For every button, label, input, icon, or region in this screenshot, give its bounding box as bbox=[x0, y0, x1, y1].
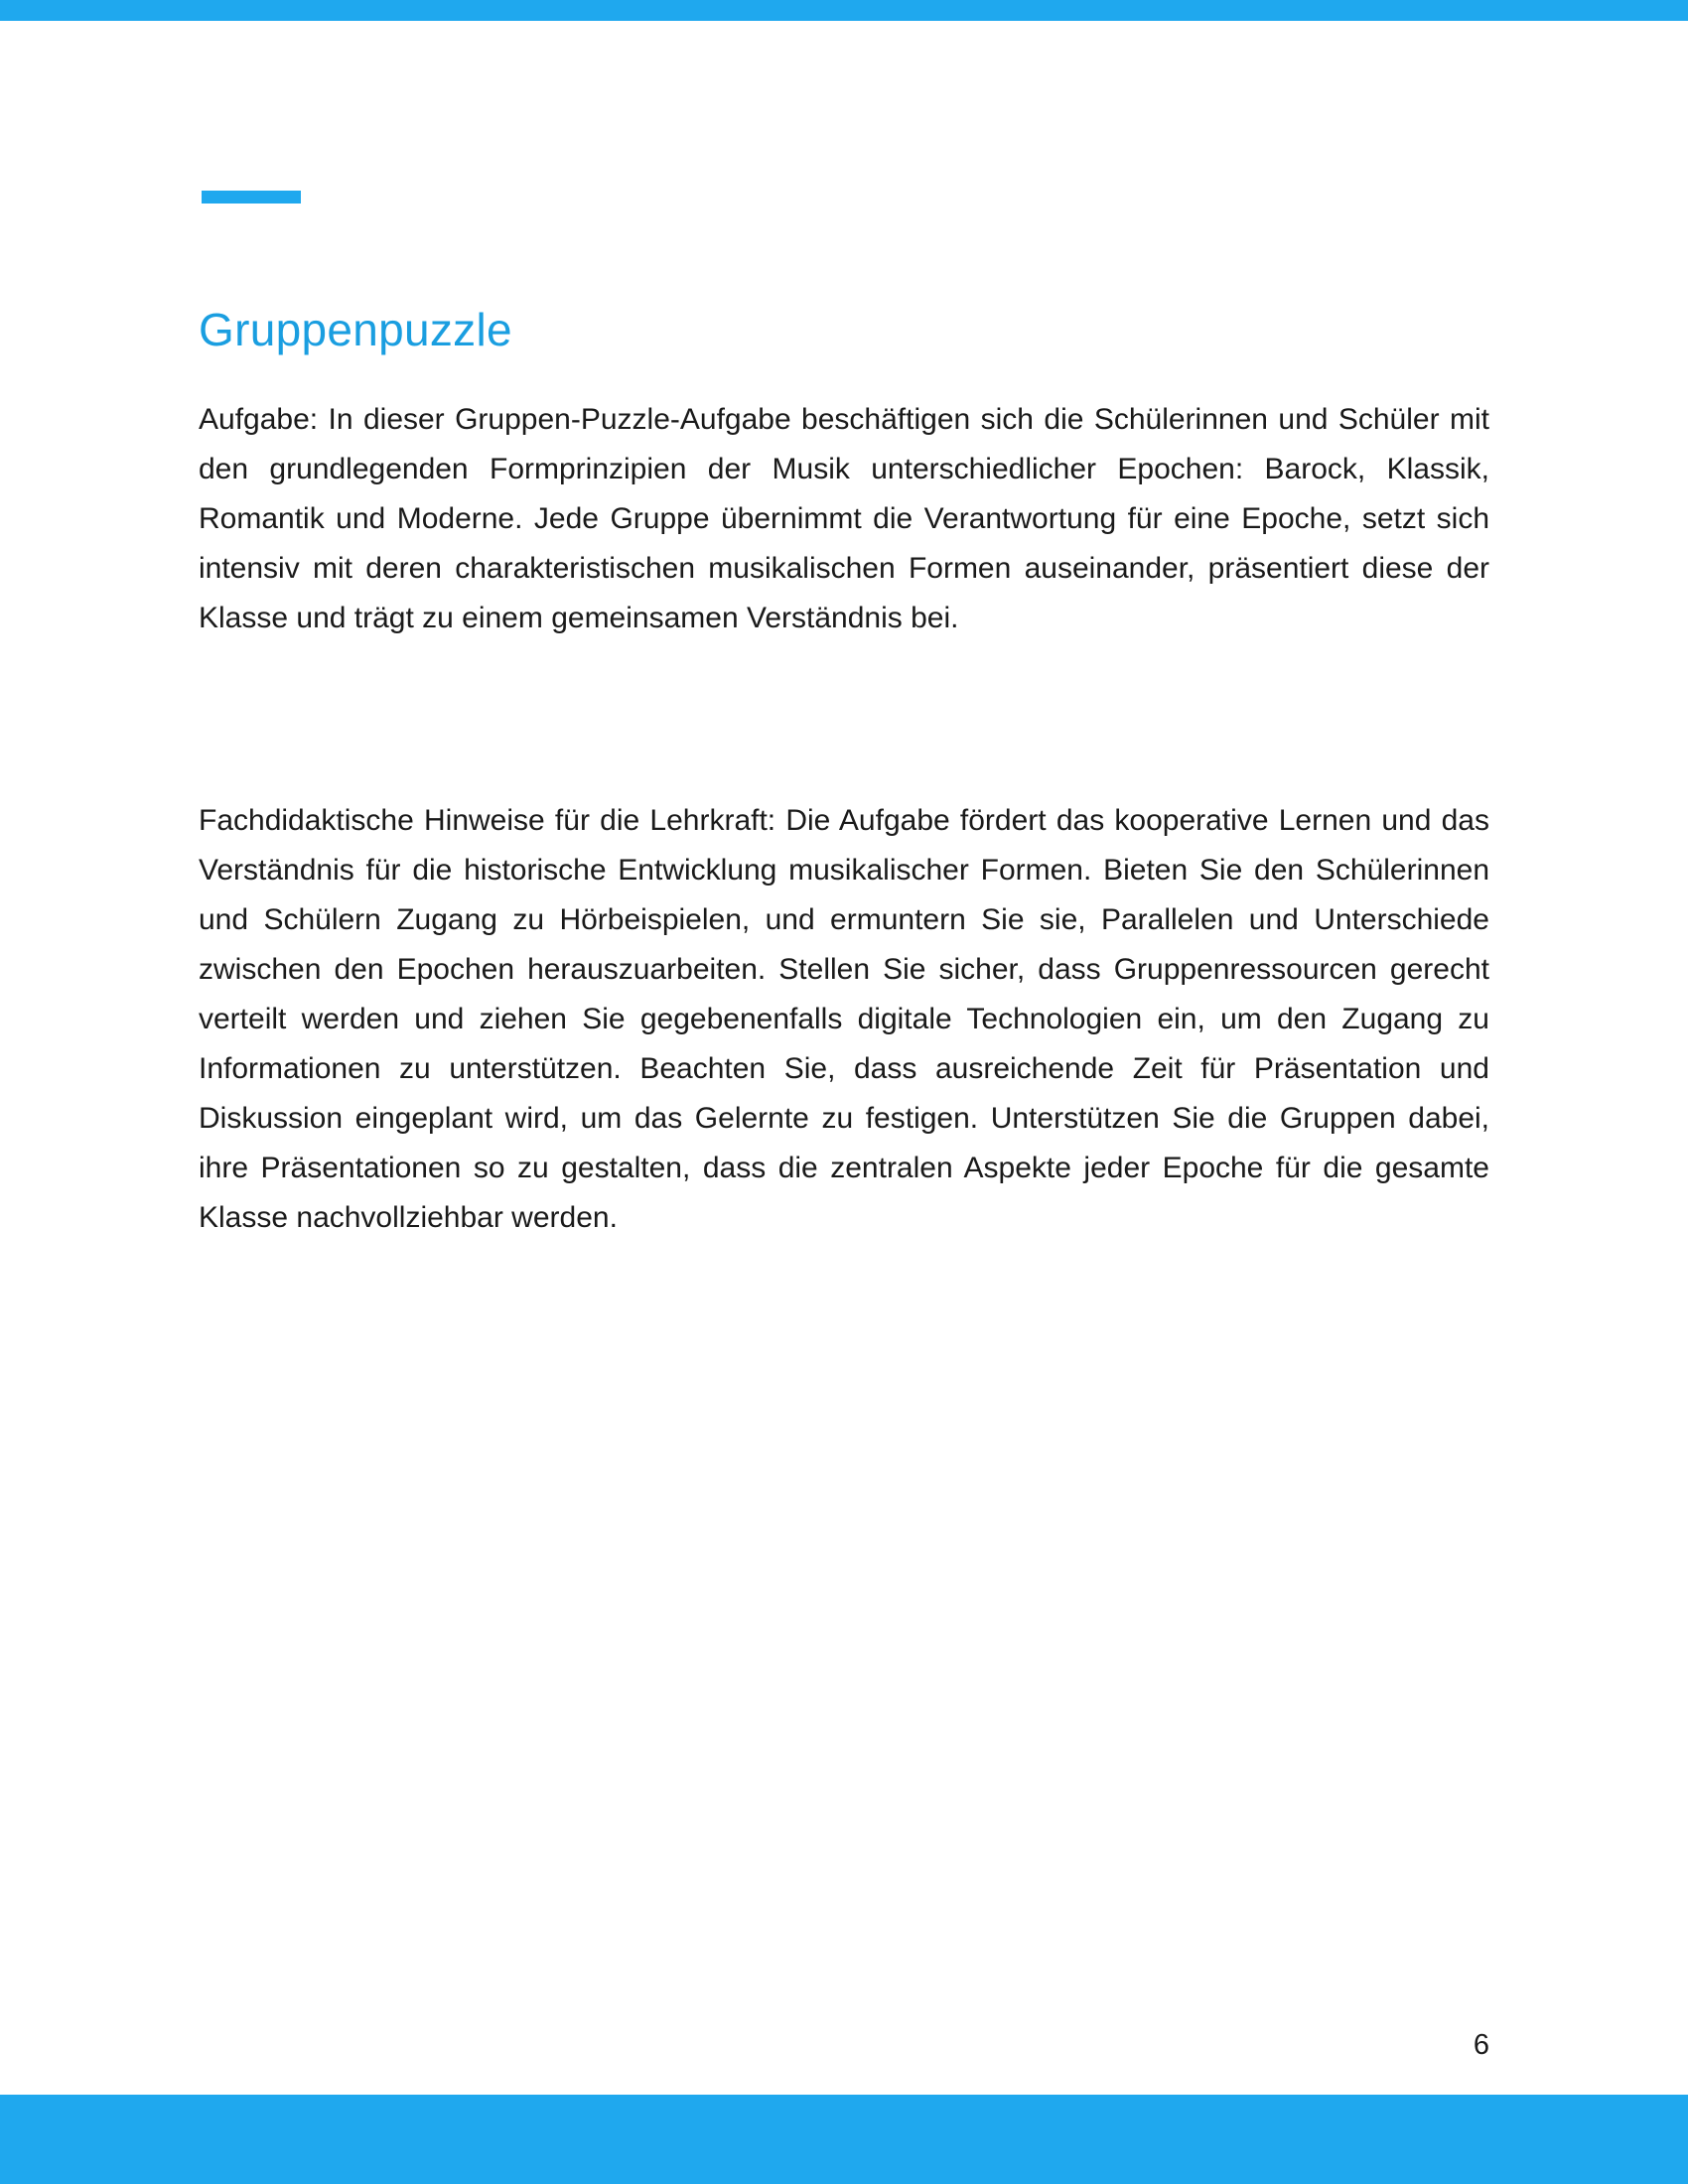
page-title: Gruppenpuzzle bbox=[199, 304, 512, 355]
task-paragraph: Aufgabe: In dieser Gruppen-Puzzle-Aufgabe beschäftigen sich die Schülerinnen und Schüler mit den grundlegenden Formprinzipien der Musik unterschiedlicher Epochen: Barock, Klassik, Romantik und Moderne. Jede Gruppe übernimmt die Verantwortung für eine Epoche, setzt sich intensiv mit deren charakteristischen musikalischen Formen auseinander, präsentiert diese der Klasse und trägt zu einem gemeinsamen Verständnis bei. bbox=[199, 403, 1489, 634]
teacher-notes-paragraph: Fachdidaktische Hinweise für die Lehrkraft: Die Aufgabe fördert das kooperative Lernen und das Verständnis für die historische Entwicklung musikalischer Formen. Bieten Sie den Schülerinnen und Schülern Zugang zu Hörbeispielen, und ermuntern Sie sie, Parallelen und Unterschiede zwischen den Epochen herauszuarbeiten. Stellen Sie sicher, dass Gruppenressourcen gerecht verteilt werden und ziehen Sie gegebenenfalls digitale Technologien ein, um den Zugang zu Informationen zu unterstützen. Beachten Sie, dass ausreichende Zeit für Präsentation und Diskussion eingeplant wird, um das Gelernte zu festigen. Unterstützen Sie die Gruppen dabei, ihre Präsentationen so zu gestalten, dass die zentralen Aspekte jeder Epoche für die gesamte Klasse nachvollziehbar werden. bbox=[199, 804, 1489, 1234]
title-accent-dash bbox=[202, 191, 301, 204]
page-number: 6 bbox=[1473, 2029, 1489, 2061]
top-accent-bar bbox=[0, 0, 1688, 21]
bottom-accent-bar bbox=[0, 2095, 1688, 2184]
